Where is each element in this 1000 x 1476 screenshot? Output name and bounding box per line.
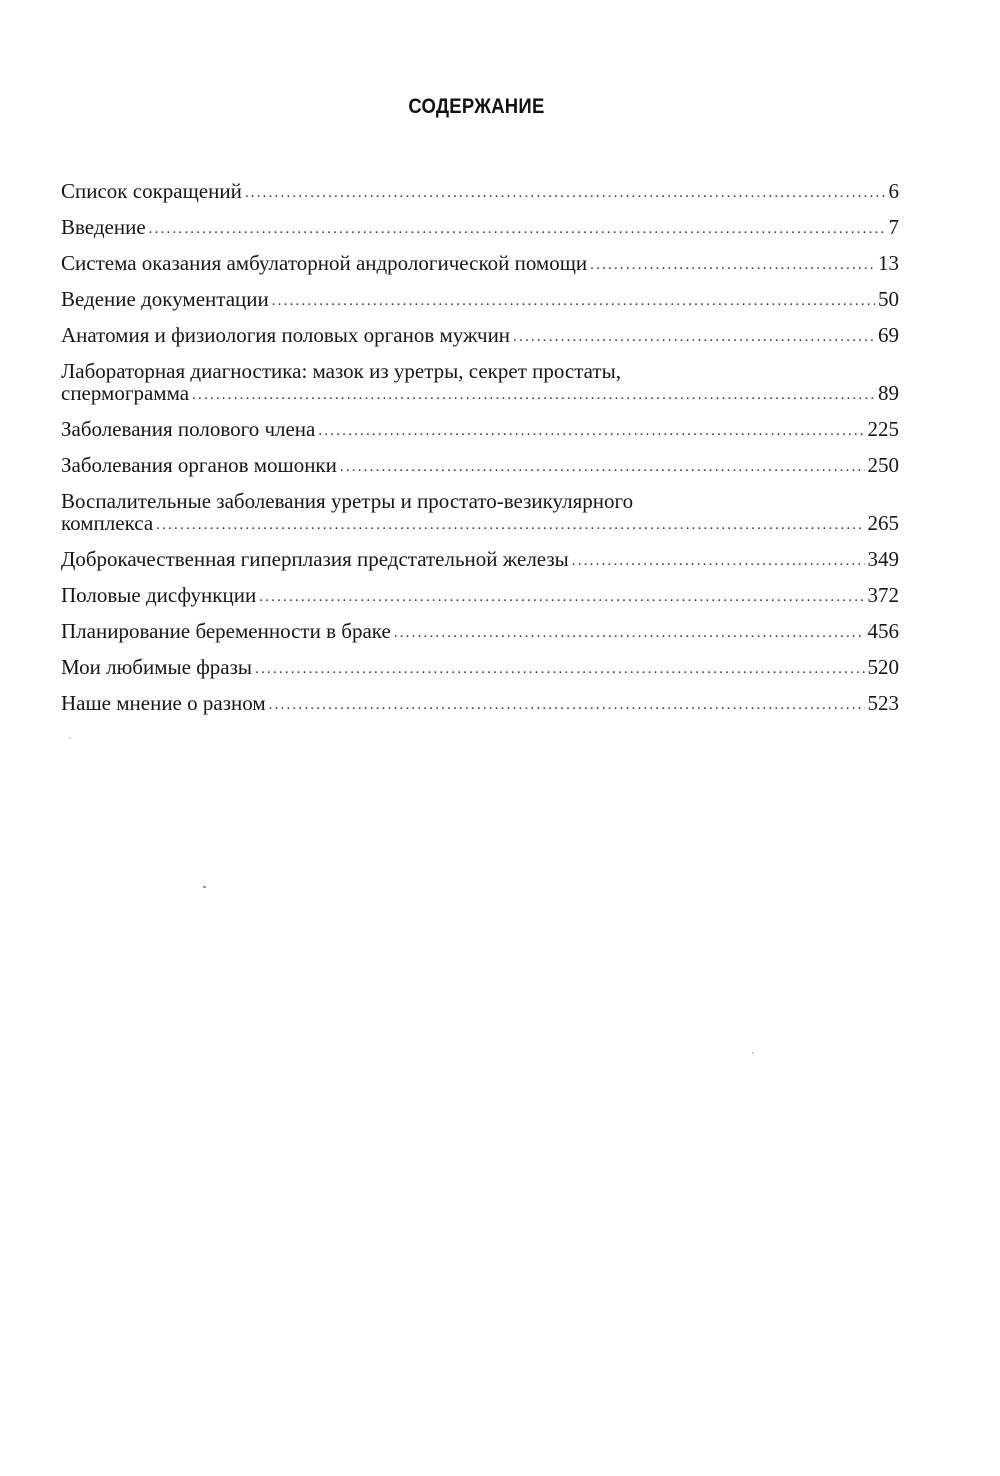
toc-entry-title-line1: Воспалительные заболевания уретры и простато-везикулярного bbox=[61, 489, 634, 513]
toc-entry-title: Заболевания органов мошонки bbox=[61, 453, 337, 477]
toc-entry[interactable] bbox=[61, 449, 899, 485]
toc-entry[interactable] bbox=[61, 615, 899, 651]
toc-entry-page: 50 bbox=[878, 287, 899, 311]
dot-leader bbox=[192, 379, 875, 412]
toc-entry[interactable] bbox=[61, 651, 899, 687]
dot-leader bbox=[272, 285, 875, 318]
page-title: СОДЕРЖАНИЕ bbox=[408, 95, 545, 118]
dot-leader bbox=[156, 509, 864, 542]
toc-entry[interactable] bbox=[61, 485, 899, 543]
dot-leader bbox=[572, 545, 865, 578]
toc-entry-title: Анатомия и физиология половых органов мужчин bbox=[61, 323, 511, 347]
toc-entry-page: 523 bbox=[867, 691, 899, 715]
toc-entry-title-line2: комплекса bbox=[61, 511, 154, 535]
toc-entry-page: 6 bbox=[888, 179, 899, 203]
toc-entry-page: 265 bbox=[867, 511, 899, 535]
toc-entry[interactable] bbox=[61, 283, 899, 319]
toc-entry[interactable] bbox=[61, 211, 899, 247]
toc-entry[interactable] bbox=[61, 687, 899, 723]
dot-leader bbox=[259, 581, 864, 614]
toc-entry-page: 456 bbox=[867, 619, 899, 643]
toc-entry[interactable] bbox=[61, 355, 899, 413]
toc-entry-title: Введение bbox=[61, 215, 146, 239]
dot-leader bbox=[255, 653, 864, 686]
table-of-contents bbox=[61, 175, 899, 723]
dot-leader bbox=[340, 451, 865, 484]
toc-entry-page: 520 bbox=[867, 655, 899, 679]
toc-entry-title: Система оказания амбулаторной андрологической помощи bbox=[61, 251, 588, 275]
dot-leader bbox=[269, 689, 865, 722]
toc-entry-page: 372 bbox=[867, 583, 899, 607]
toc-entry-page: 13 bbox=[878, 251, 899, 275]
toc-entry-title: Ведение документации bbox=[61, 287, 269, 311]
toc-entry-title: Половые дисфункции bbox=[61, 583, 257, 607]
dot-leader bbox=[590, 249, 875, 282]
toc-entry-title-line1: Лабораторная диагностика: мазок из уретры, секрет простаты, bbox=[61, 359, 621, 383]
toc-entry[interactable] bbox=[61, 543, 899, 579]
scan-speck bbox=[752, 1052, 754, 1054]
toc-entry-title: Наше мнение о разном bbox=[61, 691, 266, 715]
scan-speck bbox=[203, 886, 206, 888]
dot-leader bbox=[318, 415, 864, 448]
toc-entry-page: 349 bbox=[867, 547, 899, 571]
toc-entry[interactable] bbox=[61, 319, 899, 355]
toc-entry-page: 7 bbox=[888, 215, 899, 239]
dot-leader bbox=[245, 177, 886, 210]
toc-entry-title: Мои любимые фразы bbox=[61, 655, 253, 679]
scan-speck bbox=[69, 737, 71, 739]
toc-entry[interactable] bbox=[61, 579, 899, 615]
toc-entry-page: 89 bbox=[878, 381, 899, 405]
toc-entry-title: Планирование беременности в браке bbox=[61, 619, 391, 643]
dot-leader bbox=[513, 321, 875, 354]
toc-entry-page: 69 bbox=[878, 323, 899, 347]
toc-entry-title: Доброкачественная гиперплазия предстательной железы bbox=[61, 547, 569, 571]
toc-entry[interactable] bbox=[61, 247, 899, 283]
toc-entry[interactable] bbox=[61, 175, 899, 211]
toc-entry-title: Заболевания полового члена bbox=[61, 417, 316, 441]
toc-entry[interactable] bbox=[61, 413, 899, 449]
toc-entry-title-line2: спермограмма bbox=[61, 381, 190, 405]
dot-leader bbox=[394, 617, 865, 650]
toc-entry-title: Список сокращений bbox=[61, 179, 242, 203]
dot-leader bbox=[149, 213, 886, 246]
toc-entry-page: 225 bbox=[867, 417, 899, 441]
toc-entry-page: 250 bbox=[867, 453, 899, 477]
